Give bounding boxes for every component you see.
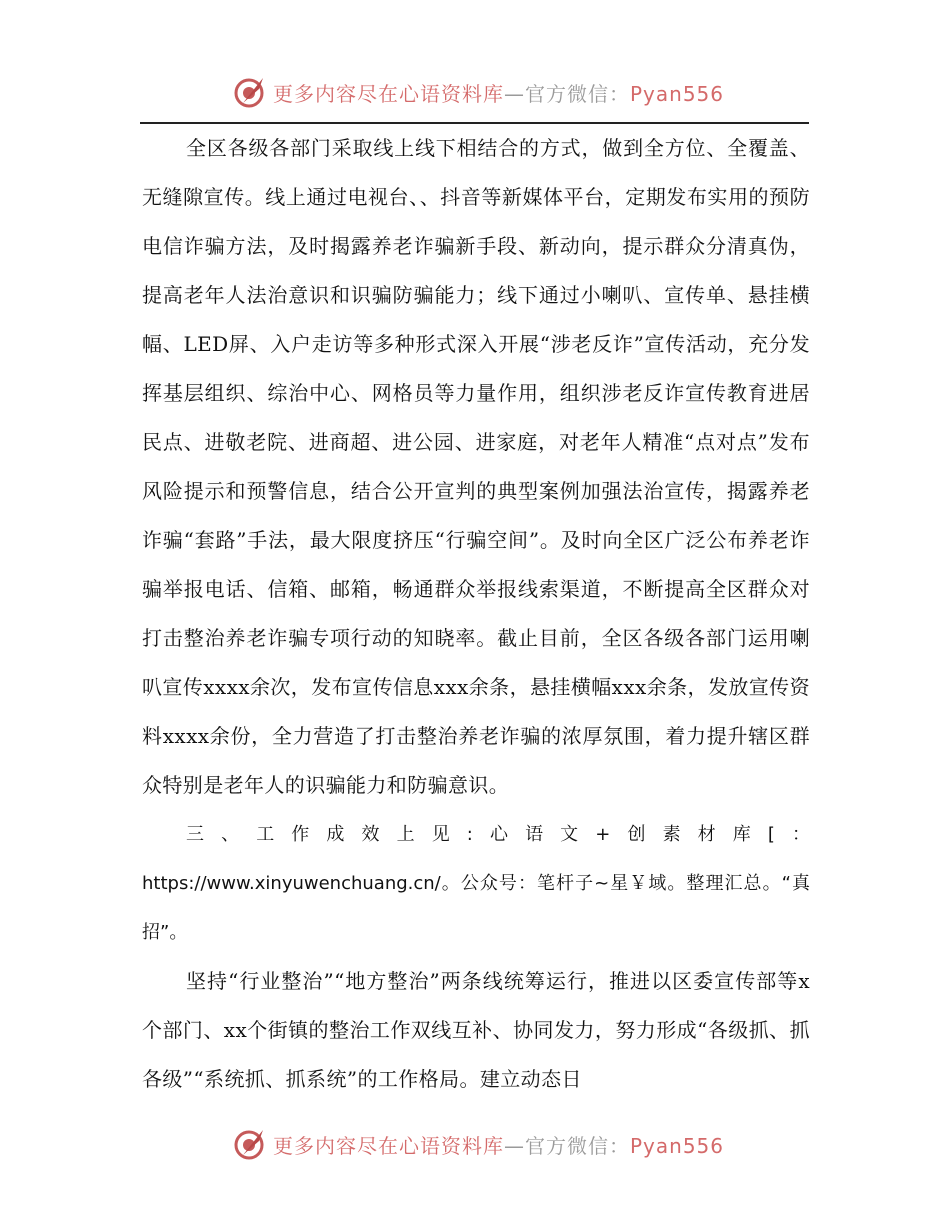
paragraph-coordination: 坚持“行业整治”“地方整治”两条线统筹运行，推进以区委宣传部等x个部门、xx个街镇的整治工作双线互补、协同发力，努力形成“各级抓、抓各级”“系统抓、抓系统”的工作格局。建立动态日 xyxy=(142,969,810,1091)
footer-wechat-label: 官方微信： xyxy=(525,1133,630,1158)
page-header xyxy=(0,64,950,114)
paragraph-publicity: 全区各级各部门采取线上线下相结合的方式，做到全方位、全覆盖、无缝隙宣传。线上通过电视台、、抖音等新媒体平台，定期发布实用的预防电信诈骗方法，及时揭露养老诈骗新手段、新动向，提示群众分清真伪，提高老年人法治意识和识骗防骗能力；线下通过小喇叭、宣传单、悬挂横幅、LED屏、入户走访等多种形式深入开展“涉老反诈”宣传活动，充分发挥基层组织、综治中心、网格员等力量作用，组织涉老反诈宣传教育进居民点、进敬老院、进商超、进公园、进家庭，对老年人精准“点对点”发布风险提示和预警信息，结合公开宣判的典型案例加强法治宣传，揭露养老诈骗“套路”手法，最大限度挤压“行骗空间”。及时向全区广泛公布养老诈骗举报电话、信箱、邮箱，畅通群众举报线索渠道，不断提高全区群众对打击整治养老诈骗专项行动的知晓率。截止目前，全区各级各部门运用喇叭宣传xxxx余次，发布宣传信息xxx余条，悬挂横幅xxx余条，发放宣传资料xxxx余份，全力营造了打击整治养老诈骗的浓厚氛围，着力提升辖区群众特别是老年人的识骗能力和防骗意识。 xyxy=(142,136,810,797)
quill-seal-icon xyxy=(233,1127,267,1161)
footer-wechat-id: Pyan556 xyxy=(630,1133,725,1158)
quill-seal-icon xyxy=(233,75,267,109)
footer-brand-name: 更多内容尽在心语资料库 xyxy=(273,1133,504,1158)
header-dash: — xyxy=(504,81,525,106)
footer-brand-text xyxy=(273,1130,724,1159)
header-brand-name: 更多内容尽在心语资料库 xyxy=(273,81,504,106)
header-brand xyxy=(233,72,724,112)
paragraph-section-three: 三、工作成效上见:心语文+创素材库[：https://www.xinyuwenchuang.cn/。公众号：笔杆子~星￥域。整理汇总。“真招”。 xyxy=(142,824,810,943)
page-footer xyxy=(0,1116,950,1166)
footer-brand xyxy=(233,1124,724,1164)
header-wechat-label: 官方微信： xyxy=(525,81,630,106)
header-wechat-id: Pyan556 xyxy=(630,81,725,106)
footer-dash: — xyxy=(504,1133,525,1158)
document-body xyxy=(142,124,810,1104)
header-brand-text xyxy=(273,78,724,107)
